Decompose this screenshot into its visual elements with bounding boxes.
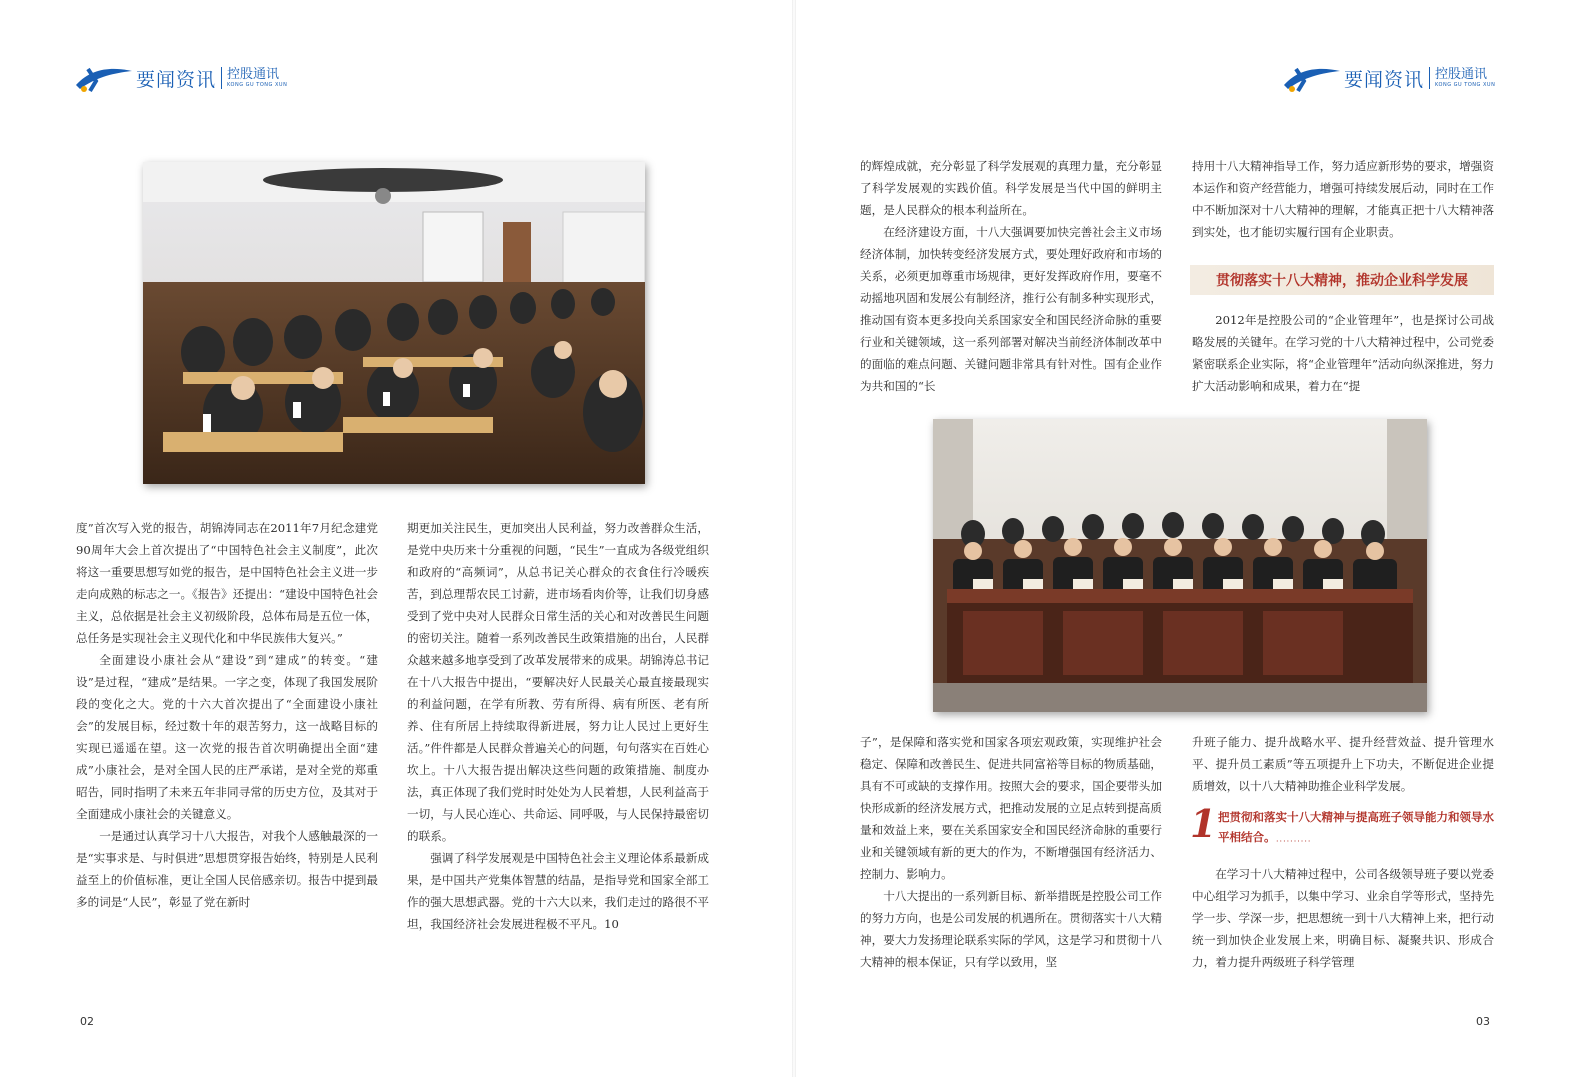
page-number-right: 03 (1476, 1015, 1490, 1028)
heading-dots: ·········· (1276, 837, 1312, 846)
header-title: 要闻资讯 (136, 68, 217, 91)
paragraph: 度”首次写入党的报告，胡锦涛同志在2011年7月纪念建党90周年大会上首次提出了“中国特色社会主义制度”，此次将这一重要思想写如党的报告，是中国特色社会主义进一步走向成熟的标志之一。《报告》还提出：“建设中国特色社会主义，总依据是社会主义初级阶段，总体布局是五位一体，总任务是实现社会主义现代化和中华民族伟大复兴。” (76, 521, 378, 645)
brand-logo (1282, 63, 1342, 93)
paragraph: 期更加关注民生，更加突出人民利益，努力改善群众生活，是党中央历来十分重视的问题，“民生”一直成为各级党组织和政府的“高频词”，从总书记关心群众的衣食住行冷暖疾苦，到总理帮农民工讨薪，进市场看肉价等，让我们切身感受到了党中央对人民群众日常生活的关心和对改善民生问题的密切关注。随着一系列改善民生政策措施的出台，人民群众越来越多地享受到了改革发展带来的成果。胡锦涛总书记在十八大报告中提出，“要解决好人民最关心最直接最现实的利益问题，在学有所教、劳有所得、病有所医、老有所养、住有所居上持续取得新进展，努力让人民过上更好生活。”件件都是人民群众普遍关心的问题，句句落实在百姓心坎上。十八大报告提出解决这些问题的政策措施、制度办法，真正体现了我们党时时处处为人民着想，人民利益高于一切，与人民心连心、共命运、同呼吸，与人民保持最密切的联系。 (407, 521, 709, 843)
paragraph: 在经济建设方面，十八大强调要加快完善社会主义市场经济体制，加快转变经济发展方式，要处理好政府和市场的关系，必须更加尊重市场规律，更好发挥政府作用，要毫不动摇地巩固和发展公有制经济，推行公有制多种实现形式，推动国有资本更多投向关系国家安全和国民经济命脉的重要行业和关键领域，这一系列部署对解决当前经济体制改革中的面临的难点问题、关键问题非常具有针对性。国有企业作为共和国的“长 (860, 225, 1162, 393)
header-subtitle (227, 68, 287, 88)
heading-text: 把贯彻和落实十八大精神与提高班子领导能力和领导水平相结合。 (1218, 810, 1494, 844)
header-subtitle (1435, 68, 1495, 88)
left-column-2 (407, 517, 709, 935)
right-column-2-mid (1192, 309, 1494, 397)
right-column-2-top (1192, 155, 1494, 243)
paragraph: 持用十八大精神指导工作，努力适应新形势的要求，增强资本运作和资产经营能力，增强可持续发展后动，同时在工作中不断加深对十八大精神的理解，才能真正把十八大精神落到实处，也才能切实履行国有企业职责。 (1192, 159, 1494, 239)
header-subtitle-en: KONG GU TONG XUN (1435, 82, 1496, 88)
header-subtitle-en: KONG GU TONG XUN (227, 82, 288, 88)
heading-number: 1 (1190, 801, 1217, 846)
meeting-audience-photo (143, 162, 645, 484)
right-column-1-top (860, 155, 1162, 397)
header-divider (1429, 67, 1430, 89)
paragraph: 强调了科学发展观是中国特色社会主义理论体系最新成果，是中国共产党集体智慧的结晶，是指导党和国家全部工作的强大思想武器。党的十六大以来，我们走过的路很不平坦，我国经济社会发展进程极不平凡。10 (407, 851, 709, 931)
paragraph: 十八大提出的一系列新目标、新举措既是控股公司工作的努力方向，也是公司发展的机遇所在。贯彻落实十八大精神，要大力发扬理论联系实际的学风，这是学习和贯彻十八大精神的根本保证，只有学以致用，坚 (860, 889, 1162, 969)
paragraph: 升班子能力、提升战略水平、提升经营效益、提升管理水平、提升员工素质”等五项提升上下功夫，不断促进企业提质增效，以十八大精神助推企业科学发展。 (1192, 735, 1494, 793)
header-left (74, 62, 287, 94)
header-subtitle-cn: 控股通讯 (1435, 67, 1488, 82)
right-column-1-bottom (860, 731, 1162, 973)
meeting-presidium-photo (933, 419, 1427, 712)
numbered-heading (1190, 801, 1496, 849)
paragraph: 全面建设小康社会从“建设”到“建成”的转变。“建设”是过程，“建成”是结果。一字之变，体现了我国发展阶段的变化之大。党的十六大首次提出了“全面建设小康社会”的发展目标，经过数十年的艰苦努力，这一战略目标的实现已遥遥在望。这一次党的报告首次明确提出全面“建成”小康社会，是对全国人民的庄严承诺，是对全党的郑重昭告，同时指明了未来五年非同寻常的历史方位，及其对于全面建成小康社会的关键意义。 (76, 653, 378, 821)
paragraph: 一是通过认真学习十八大报告，对我个人感触最深的一是“实事求是、与时俱进”思想贯穿报告始终，特别是人民利益至上的价值标准，更让全国人民倍感亲切。报告中提到最多的词是“人民”，彰显了党在新时 (76, 829, 378, 909)
right-column-2-bottom-b (1192, 863, 1494, 973)
paragraph: 子”，是保障和落实党和国家各项宏观政策，实现维护社会稳定、保障和改善民生、促进共同富裕等目标的物质基础，具有不可或缺的支撑作用。按照大会的要求，国企要带头加快形成新的经济发展方式，把推动发展的立足点转到提高质量和效益上来，要在关系国家安全和国民经济命脉的重要行业和关键领域有新的更大的作为，不断增强国有经济活力、控制力、影响力。 (860, 735, 1162, 881)
page-number-left: 02 (80, 1015, 94, 1028)
header-right (1282, 62, 1495, 94)
paragraph: 在学习十八大精神过程中，公司各级领导班子要以党委中心组学习为抓手，以集中学习、业余自学等形式，坚持先学一步、学深一步，把思想统一到十八大精神上来，把行动统一到加快企业发展上来，明确目标、凝聚共识、形成合力，着力提升两级班子科学管理 (1192, 867, 1494, 969)
page-spine (792, 0, 796, 1077)
paragraph: 2012年是控股公司的“企业管理年”，也是探讨公司战略发展的关键年。在学习党的十八大精神过程中，公司党委紧密联系企业实际，将“企业管理年”活动向纵深推进，努力扩大活动影响和成果，着力在“提 (1192, 313, 1494, 393)
section-heading: 贯彻落实十八大精神，推动企业科学发展 (1190, 265, 1494, 295)
header-title: 要闻资讯 (1344, 68, 1425, 91)
header-subtitle-cn: 控股通讯 (227, 67, 280, 82)
right-column-2-bottom-a (1192, 731, 1494, 797)
brand-logo (74, 63, 134, 93)
paragraph: 的辉煌成就，充分彰显了科学发展观的真理力量，充分彰显了科学发展观的实践价值。科学发展是当代中国的鲜明主题，是人民群众的根本利益所在。 (860, 159, 1162, 217)
header-divider (221, 67, 222, 89)
left-column-1 (76, 517, 378, 913)
